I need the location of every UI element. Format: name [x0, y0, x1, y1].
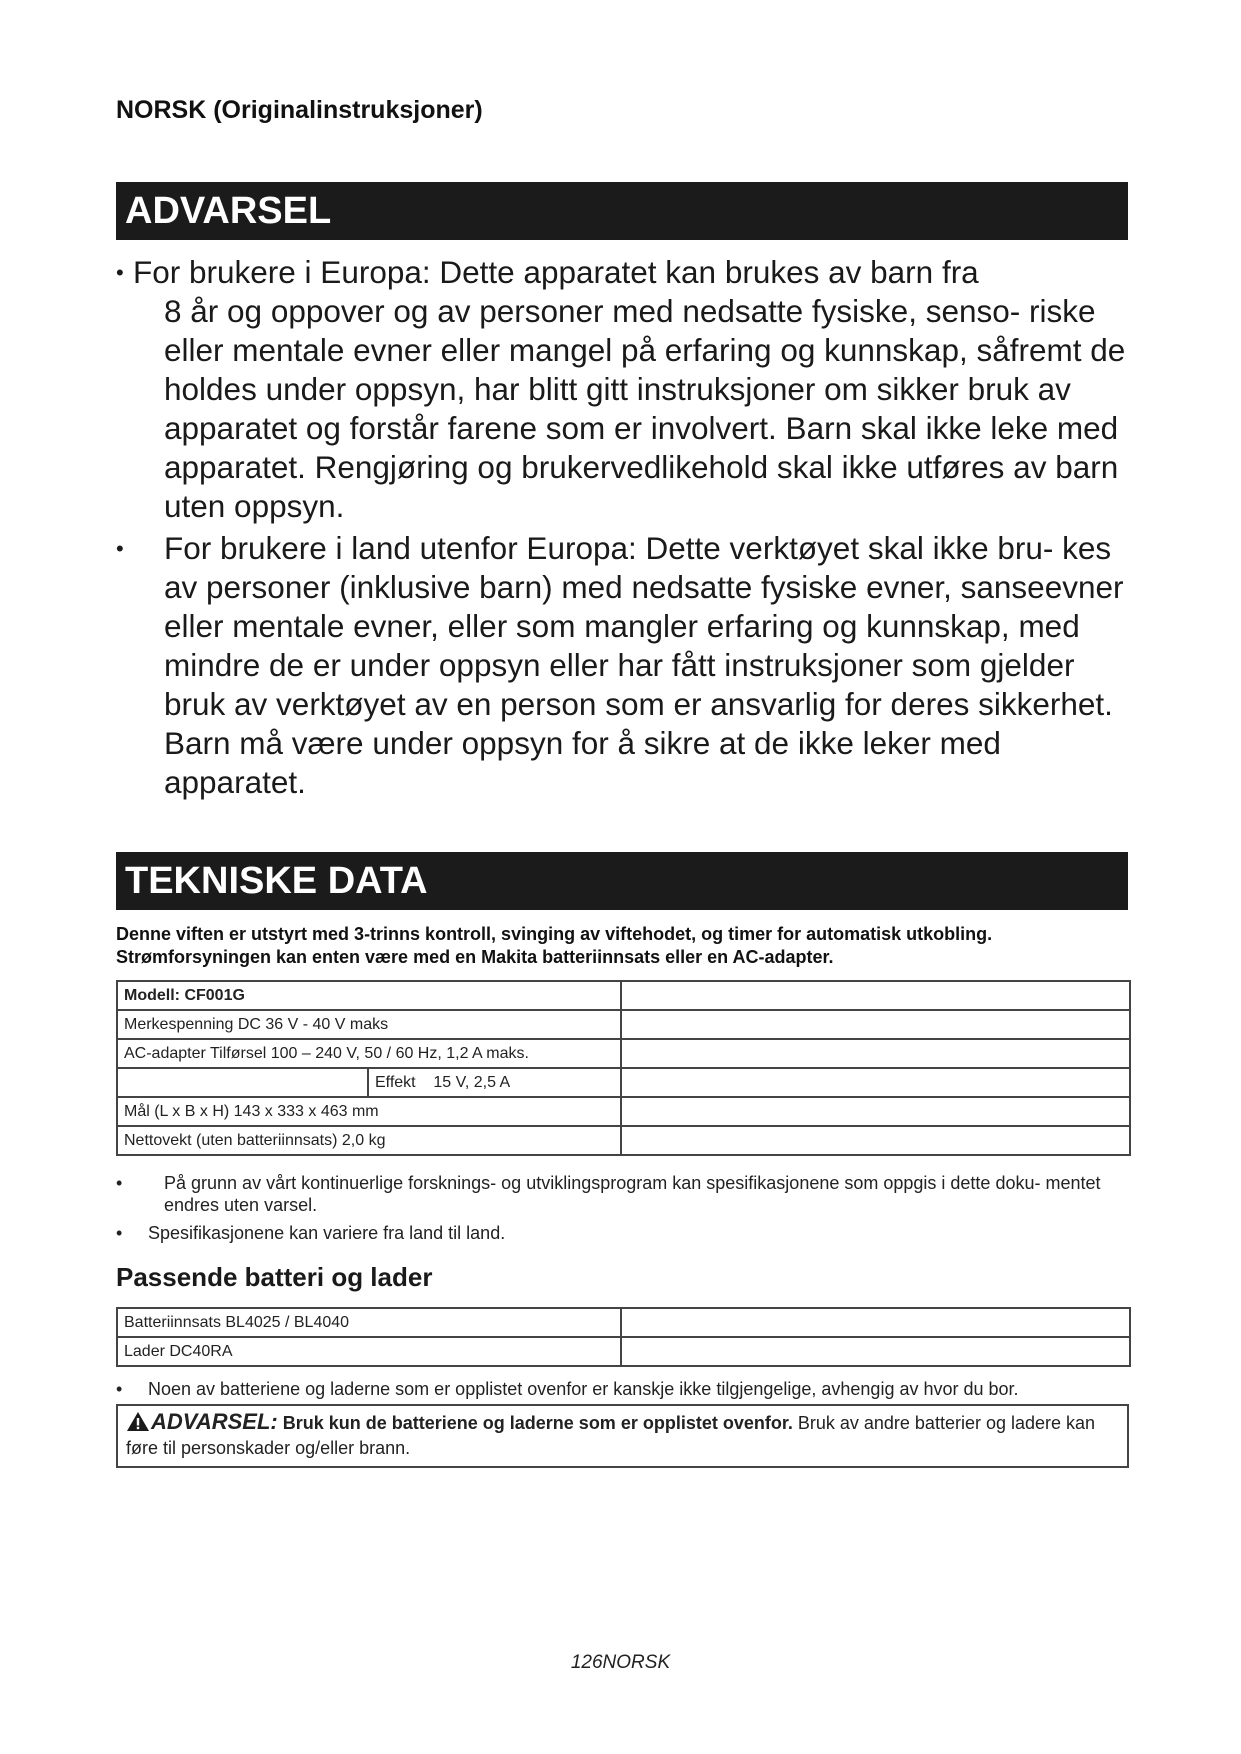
spec-weight: Nettovekt (uten batteriinnsats) 2,0 kg: [117, 1126, 621, 1155]
warning-triangle-icon: [126, 1411, 150, 1437]
table-row: [117, 981, 1130, 1010]
bullet: •: [116, 1379, 123, 1399]
tech-data-banner: TEKNISKE DATA: [116, 852, 1128, 910]
warning-banner: ADVARSEL: [116, 182, 1128, 240]
empty-cell: [621, 1126, 1130, 1155]
charger-cell: Lader DC40RA: [117, 1337, 621, 1366]
bullet: •: [116, 536, 124, 561]
table-row: [117, 1010, 1130, 1039]
empty-cell: [621, 1010, 1130, 1039]
spec-table: [116, 980, 1131, 1156]
bullet: •: [116, 1173, 123, 1193]
spec-dimensions: Mål (L x B x H) 143 x 333 x 463 mm: [117, 1097, 621, 1126]
warning-item: [116, 253, 1136, 526]
language-heading: NORSK (Originalinstruksjoner): [116, 96, 483, 124]
warning-text: Bruk av andre batterier og ladere kan føre til personskader og/eller brann.: [126, 1413, 1096, 1458]
empty-cell: [621, 1337, 1130, 1366]
spec-model: Modell: CF001G: [117, 981, 621, 1010]
list-item: [116, 1172, 1128, 1216]
warning-list: [116, 253, 1136, 802]
spec-voltage: Merkespenning DC 36 V - 40 V maks: [117, 1010, 621, 1039]
empty-cell: [621, 1068, 1130, 1097]
battery-notes: [116, 1378, 1128, 1400]
tech-intro-text: Denne viften er utstyrt med 3-trinns kontroll, svinging av viftehodet, og timer for automatisk utkobling. Strømforsyningen kan enten være med en Makita batteriinnsats eller en AC-adapter.: [116, 924, 993, 967]
empty-cell: [621, 1039, 1130, 1068]
bullet: •: [116, 1223, 123, 1243]
page-number: 126NORSK: [570, 1652, 671, 1673]
spec-notes: [116, 1172, 1128, 1244]
empty-cell: [117, 1068, 368, 1097]
list-item: [116, 1222, 1128, 1244]
empty-cell: [621, 1097, 1130, 1126]
note-text: På grunn av vårt kontinuerlige forsknings- og utviklingsprogram kan spesifikasjonene som oppgis i dette doku- mentet endres uten varsel.: [164, 1173, 1101, 1215]
table-row: [117, 1068, 1130, 1097]
bullet: •: [116, 260, 124, 285]
battery-warning-box: [116, 1404, 1129, 1468]
battery-heading: Passende batteri og lader: [116, 1262, 433, 1292]
empty-cell: [621, 981, 1130, 1010]
table-row: [117, 1337, 1130, 1366]
list-item: [116, 1378, 1128, 1400]
table-row: [117, 1126, 1130, 1155]
spec-adapter-input: AC-adapter Tilførsel 100 – 240 V, 50 / 60 Hz, 1,2 A maks.: [117, 1039, 621, 1068]
spec-adapter-output: Effekt 15 V, 2,5 A: [368, 1068, 621, 1097]
warning-item: [116, 529, 1136, 802]
warning-item-text: 8 år og oppover og av personer med nedsatte fysiske, senso- riske eller mentale evner eller mangel på erfaring og kunnskap, såfremt de holdes under oppsyn, har blitt gitt instruksjoner om sikker bruk av apparatet og forstår farene som er involvert. Barn skal ikke leke med apparatet. Rengjøring og brukervedlikehold skal ikke utføres av barn uten oppsyn.: [164, 293, 1126, 524]
empty-cell: [621, 1308, 1130, 1337]
warning-item-first-line: For brukere i Europa: Dette apparatet kan brukes av barn fra: [133, 254, 979, 290]
warning-item-text: For brukere i land utenfor Europa: Dette verktøyet skal ikke bru- kes av personer (inklusive barn) med nedsatte fysiske evner, sanseevner eller mentale evner, eller som mangler erfaring og kunnskap, med mindre de er under oppsyn eller har fått instruksjoner som gjelder bruk av verktøyet av en person som er ansvarlig for deres sikkerhet. Barn må være under oppsyn for å sikre at de ikke leker med apparatet.: [164, 530, 1124, 800]
battery-cell: Batteriinnsats BL4025 / BL4040: [117, 1308, 621, 1337]
table-row: [117, 1039, 1130, 1068]
note-text: Noen av batteriene og laderne som er opplistet ovenfor er kanskje ikke tilgjengelige, avhengig av hvor du bor.: [148, 1379, 1019, 1399]
note-text: Spesifikasjonene kan variere fra land til land.: [148, 1223, 506, 1243]
table-row: [117, 1308, 1130, 1337]
warning-strong-text: Bruk kun de batteriene og laderne som er opplistet ovenfor.: [282, 1413, 793, 1433]
table-row: [117, 1097, 1130, 1126]
battery-table: [116, 1307, 1131, 1367]
warning-label: ADVARSEL:: [151, 1409, 278, 1434]
